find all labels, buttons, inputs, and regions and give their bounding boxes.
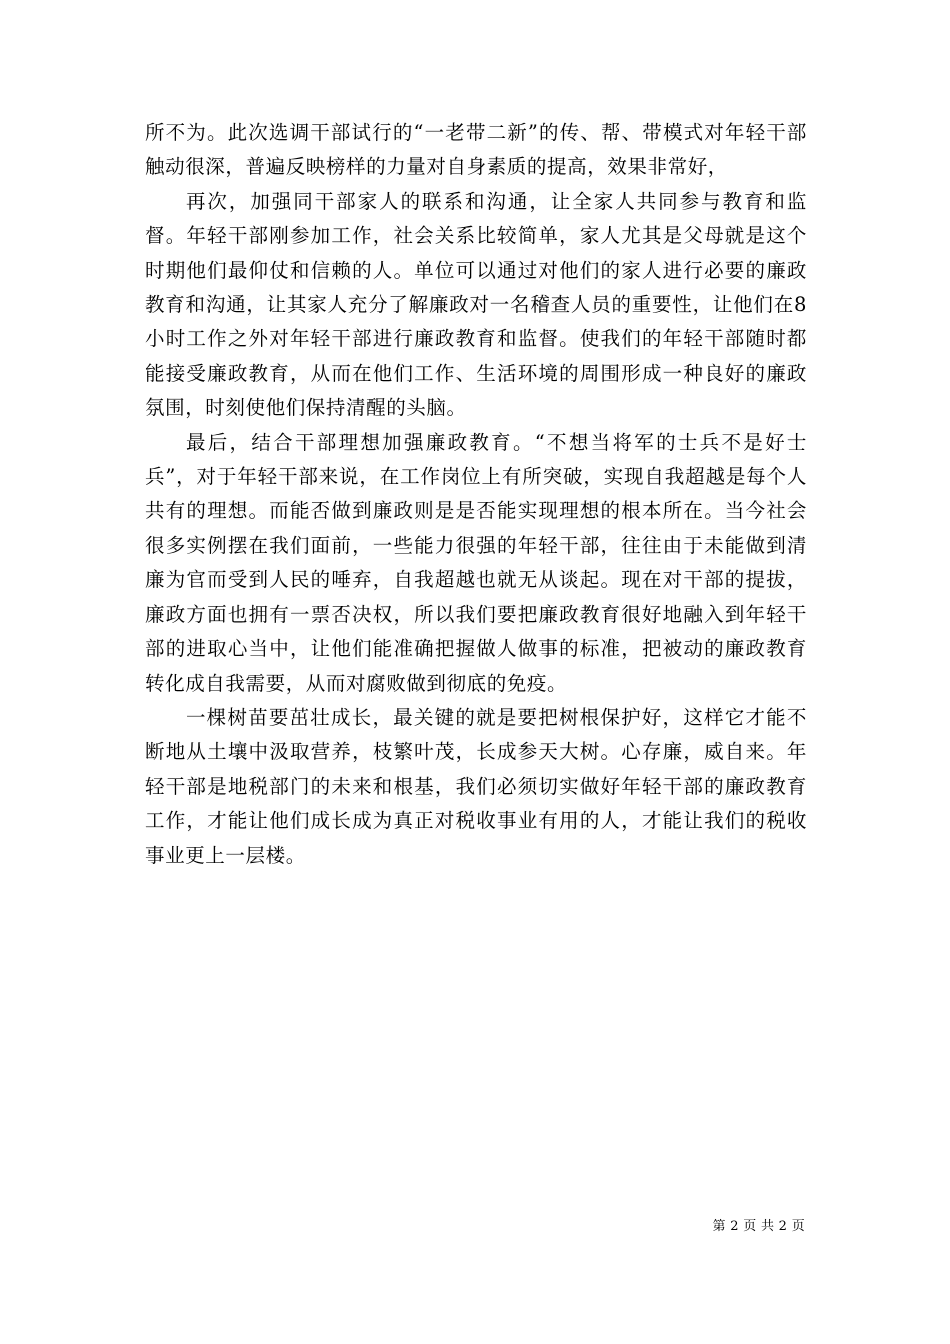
paragraph-continuation: 所不为。此次选调干部试行的“一老带二新”的传、帮、带模式对年轻干部触动很深，普遍反映榜样的力量对自身素质的提高，效果非常好，	[145, 121, 807, 179]
paragraph-family-supervision: 再次，加强同干部家人的联系和沟通，让全家人共同参与教育和监督。年轻干部刚参加工作，社会关系比较简单，家人尤其是父母就是这个时期他们最仰仗和信赖的人。单位可以通过对他们的家人进行必要的廉政教育和沟通，让其家人充分了解廉政对一名稽查人员的重要性，让他们在8小时工作之外对年轻干部进行廉政教育和监督。使我们的年轻干部随时都能接受廉政教育，从而在他们工作、生活环境的周围形成一种良好的廉政氛围，时刻使他们保持清醒的头脑。	[145, 189, 807, 420]
paragraph-ideals-education: 最后，结合干部理想加强廉政教育。“不想当将军的士兵不是好士兵”，对于年轻干部来说，在工作岗位上有所突破，实现自我超越是每个人共有的理想。而能否做到廉政则是是否能实现理想的根本所在。当今社会很多实例摆在我们面前，一些能力很强的年轻干部，往往由于未能做到清廉为官而受到人民的唾弃，自我超越也就无从谈起。现在对干部的提拔，廉政方面也拥有一票否决权，所以我们要把廉政教育很好地融入到年轻干部的进取心当中，让他们能准确把握做人做事的标准，把被动的廉政教育转化成自我需要，从而对腐败做到彻底的免疫。	[145, 430, 807, 695]
page-number-footer: 第 2 页 共 2 页	[712, 1219, 805, 1234]
paragraph-conclusion: 一棵树苗要茁壮成长，最关键的就是要把树根保护好，这样它才能不断地从土壤中汲取营养，枝繁叶茂，长成参天大树。心存廉，威自来。年轻干部是地税部门的未来和根基，我们必须切实做好年轻干部的廉政教育工作，才能让他们成长成为真正对税收事业有用的人，才能让我们的税收事业更上一层楼。	[145, 705, 807, 867]
document-body	[145, 116, 807, 873]
